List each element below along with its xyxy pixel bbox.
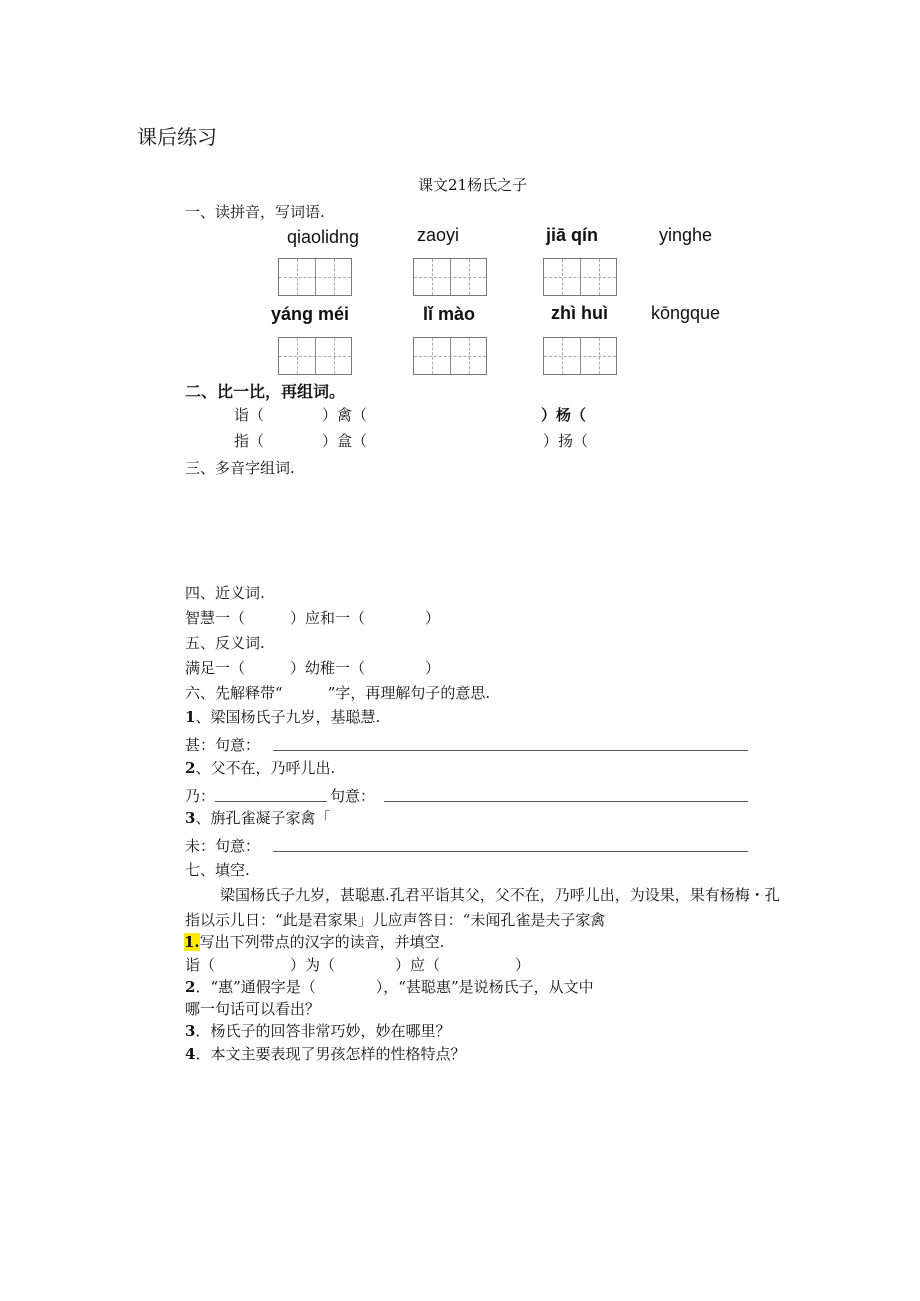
answer-line[interactable]: [384, 801, 748, 802]
question-3: [185, 1022, 450, 1040]
section-4-title: 四、近义词.: [185, 584, 265, 602]
question-number: 3: [185, 809, 196, 827]
question-number: 2: [185, 978, 196, 996]
section-7-title: 七、填空.: [185, 861, 250, 879]
question-4: [185, 1045, 465, 1063]
question-2: [185, 978, 594, 996]
writing-grid[interactable]: [413, 258, 487, 296]
section-3-title: 三、多音字组词.: [185, 459, 295, 477]
page-heading: 课后练习: [137, 125, 217, 149]
compare-item: 诣（: [234, 406, 265, 424]
section-5-title: 五、反义词.: [185, 634, 265, 652]
answer-label: 未：句意：: [185, 837, 261, 855]
writing-grid[interactable]: [543, 258, 617, 296]
question-number: 2: [185, 759, 196, 777]
pinyin: yinghe: [659, 225, 713, 245]
question-number: 1: [185, 708, 196, 726]
answer-line[interactable]: [215, 801, 327, 802]
passage-line: 指以示儿日：“此是君家果」儿应声答日：“未闻孔雀是夫子家禽: [185, 911, 606, 929]
writing-grid[interactable]: [278, 337, 352, 375]
question-text: ．“惠”通假字是（ ），“甚聪惠”是说杨氏子，从文中: [195, 978, 594, 996]
synonym-line: 智慧一（ ）应和一（ ）: [185, 609, 441, 627]
question-number: 4: [185, 1045, 196, 1063]
question-text: 、旃孔雀凝子家禽「: [195, 809, 331, 827]
question-text: 、父不在，乃呼儿出.: [195, 759, 336, 777]
section-2-title: 二、比一比，再组词。: [185, 382, 346, 401]
question-text: 写出下列带点的汉字的读音，并填空.: [199, 933, 445, 951]
compare-item: ）盒（: [322, 432, 368, 450]
question-1: [185, 708, 380, 726]
answer-line[interactable]: [273, 851, 748, 852]
section-1-title: 一、读拼音，写词语.: [185, 203, 325, 221]
question-text: 哪一句话可以看出？: [185, 1000, 321, 1018]
answer-label: 甚：句意：: [185, 736, 261, 754]
answer-line[interactable]: [273, 750, 748, 751]
writing-grid[interactable]: [543, 337, 617, 375]
compare-item: ）杨（: [541, 406, 587, 424]
question-2: [185, 759, 335, 777]
question-text: ．杨氏子的回答非常巧妙，妙在哪里？: [195, 1022, 451, 1040]
lesson-title: 课文21杨氏之子: [418, 176, 528, 194]
question-3: [185, 809, 330, 827]
pinyin: kōngque: [651, 303, 721, 323]
question-number: 1.: [184, 933, 200, 951]
question-text: 、梁国杨氏子九岁，基聪慧.: [195, 708, 381, 726]
pinyin: qiaolidng: [287, 227, 360, 247]
question-text: ．本文主要表现了男孩怎样的性格特点？: [195, 1045, 466, 1063]
compare-item: ）扬（: [543, 432, 589, 450]
section-6-title: 六、先解释带“ ”字，再理解句子的意思.: [185, 684, 491, 702]
pinyin: zaoyi: [417, 225, 460, 245]
writing-grid[interactable]: [278, 258, 352, 296]
passage-line: 梁国杨氏子九岁，甚聪惠.孔君平诣其父，父不在，乃呼儿出，为设果，果有杨梅・孔: [220, 886, 780, 904]
question-1: [184, 933, 444, 951]
compare-item: ）禽（: [322, 406, 368, 424]
compare-item: 指（: [234, 432, 265, 450]
writing-grid[interactable]: [413, 337, 487, 375]
pinyin: jiā qín: [546, 225, 599, 245]
answer-label: 乃：: [185, 787, 216, 805]
pinyin: lǐ mào: [423, 304, 476, 324]
antonym-line: 满足一（ ）幼稚一（ ）: [185, 659, 441, 677]
pinyin: yáng méi: [271, 304, 350, 324]
answer-label: 句意：: [330, 787, 376, 805]
pinyin: zhì huì: [551, 303, 608, 323]
fill-line: 诣（ ）为（ ）应（ ）: [185, 956, 531, 974]
question-number: 3: [185, 1022, 196, 1040]
